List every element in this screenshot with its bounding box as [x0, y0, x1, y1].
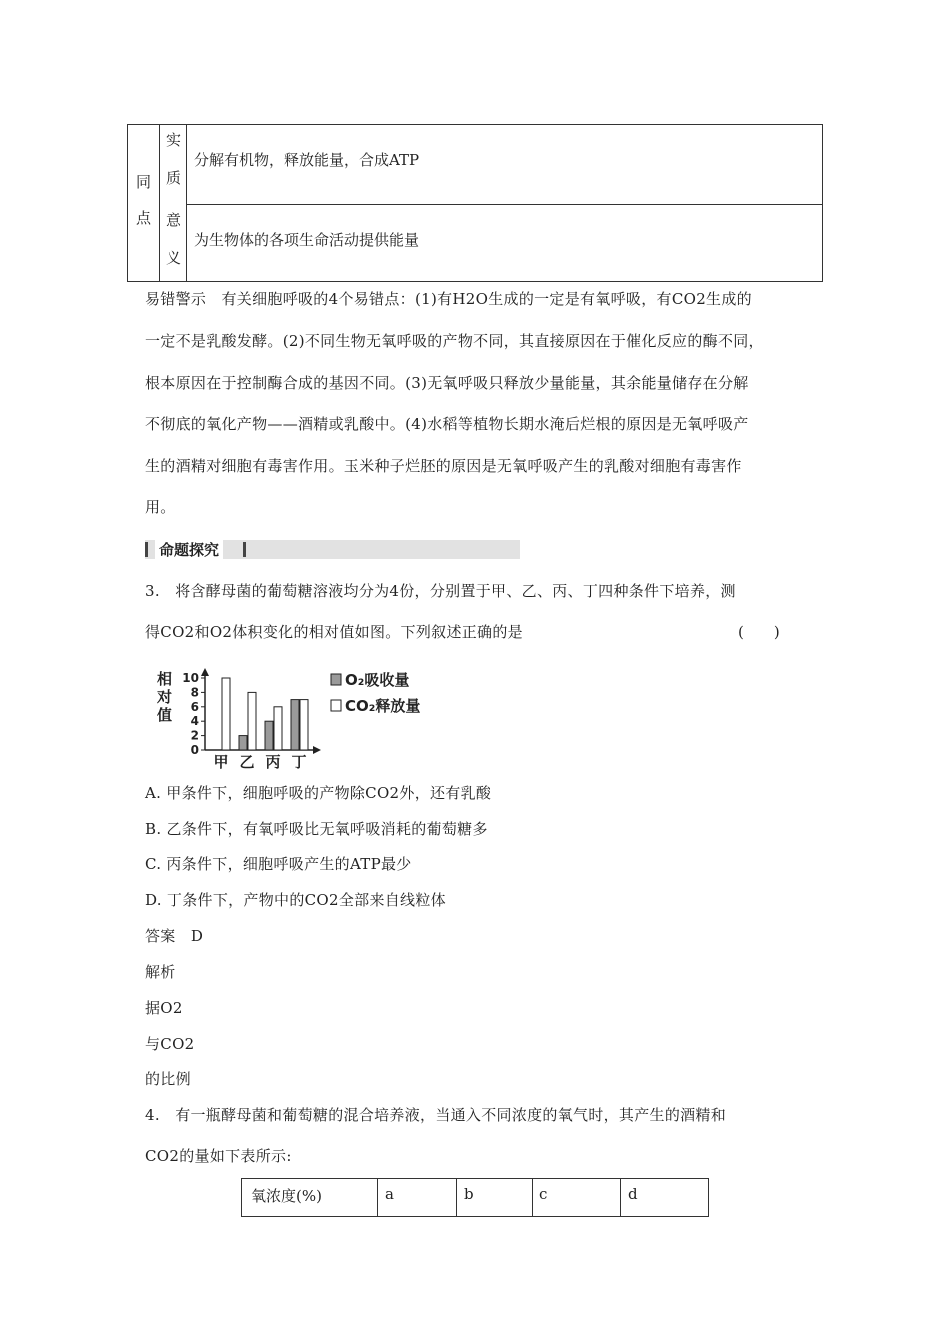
section-heading: [145, 540, 520, 559]
table-header: d: [628, 1185, 638, 1203]
option-d: D. 丁条件下，产物中的CO2全部来自线粒体: [145, 891, 446, 909]
q3-stem-line2: 得CO2和O2体积变化的相对值如图。下列叙述正确的是: [145, 623, 523, 641]
warning-line: 易错警示 有关细胞呼吸的4个易错点：(1)有H2O生成的一定是有氧呼吸，有CO2生成的: [145, 290, 752, 308]
row1-label-bottom: 质: [166, 169, 182, 187]
group-label-top: 同: [136, 173, 152, 191]
legend-swatch: [331, 700, 341, 711]
y-axis-label-char: 相: [157, 670, 173, 688]
y-axis-label-char: 对: [157, 688, 173, 706]
row2-label-bottom: 义: [166, 249, 182, 267]
y-tick-label: 10: [182, 671, 199, 685]
group-label-bottom: 点: [136, 209, 152, 227]
table-header: b: [464, 1185, 474, 1203]
warning-line: 生的酒精对细胞有毒害作用。玉米种子烂胚的原因是无氧呼吸产生的乳酸对细胞有毒害作: [145, 457, 742, 475]
table-header: c: [539, 1185, 548, 1203]
bar-co2: [274, 707, 282, 750]
x-tick-label: 丁: [291, 753, 307, 770]
q4-stem-line1: 4. 有一瓶酵母菌和葡萄糖的混合培养液，当通入不同浓度的氧气时，其产生的酒精和: [145, 1106, 727, 1124]
x-tick-label: 乙: [239, 753, 255, 770]
legend-swatch: [331, 674, 341, 685]
bar-co2: [300, 700, 308, 750]
row1-content: 分解有机物，释放能量，合成ATP: [194, 151, 420, 169]
table-header: a: [385, 1185, 394, 1203]
y-tick-label: 6: [190, 699, 199, 714]
option-b: B. 乙条件下，有氧呼吸比无氧呼吸消耗的葡萄糖多: [145, 820, 488, 838]
x-axis-arrow: [313, 746, 321, 754]
x-tick-label: 丙: [265, 753, 281, 770]
bar-co2: [222, 678, 230, 750]
bar-o2: [291, 700, 299, 750]
analysis-line: 解析: [145, 963, 176, 981]
option-a: A. 甲条件下，细胞呼吸的产物除CO2外，还有乳酸: [145, 784, 492, 802]
y-axis-label-char: 值: [157, 706, 173, 724]
table-header: 氧浓度(%): [251, 1187, 322, 1205]
row1-label-top: 实: [166, 131, 182, 149]
row2-content: 为生物体的各项生命活动提供能量: [194, 231, 420, 249]
y-tick-label: 0: [190, 743, 199, 757]
y-tick-label: 8: [190, 685, 199, 700]
bar-co2: [248, 692, 256, 750]
warning-line: 一定不是乳酸发酵。(2)不同生物无氧呼吸的产物不同，其直接原因在于催化反应的酶不同，: [145, 332, 764, 350]
x-tick-label: 甲: [213, 753, 229, 770]
warning-line: 用。: [145, 498, 176, 516]
y-axis-arrow: [201, 668, 209, 676]
q3-answer-blank: ( ): [738, 623, 780, 641]
q3-stem-line1: 3. 将含酵母菌的葡萄糖溶液均分为4份，分别置于甲、乙、丙、丁四种条件下培养，测: [145, 582, 736, 600]
y-tick-label: 2: [190, 728, 199, 743]
answer: 答案 D: [145, 927, 204, 945]
oxygen-table: [241, 1178, 709, 1217]
legend-label: CO₂释放量: [345, 697, 421, 715]
comparison-table: [127, 124, 823, 282]
warning-line: 根本原因在于控制酶合成的基因不同。(3)无氧呼吸只释放少量能量，其余能量储存在分解: [145, 374, 749, 392]
analysis-line: 据O2: [145, 999, 183, 1017]
warning-line: 不彻底的氧化产物——酒精或乳酸中。(4)水稻等植物长期水淹后烂根的原因是无氧呼吸产: [145, 415, 749, 433]
q4-stem-line2: CO2的量如下表所示:: [145, 1147, 292, 1165]
bar-chart: [145, 664, 435, 770]
analysis-line: 的比例: [145, 1070, 191, 1088]
analysis-line: 与CO2: [145, 1035, 195, 1053]
legend-label: O₂吸收量: [345, 671, 410, 689]
y-tick-label: 4: [190, 714, 199, 729]
bar-o2: [239, 736, 247, 750]
option-c: C. 丙条件下，细胞呼吸产生的ATP最少: [145, 855, 412, 873]
bar-o2: [265, 721, 273, 750]
section-heading-text: 命题探究: [155, 539, 223, 560]
row2-label-top: 意: [166, 211, 182, 229]
